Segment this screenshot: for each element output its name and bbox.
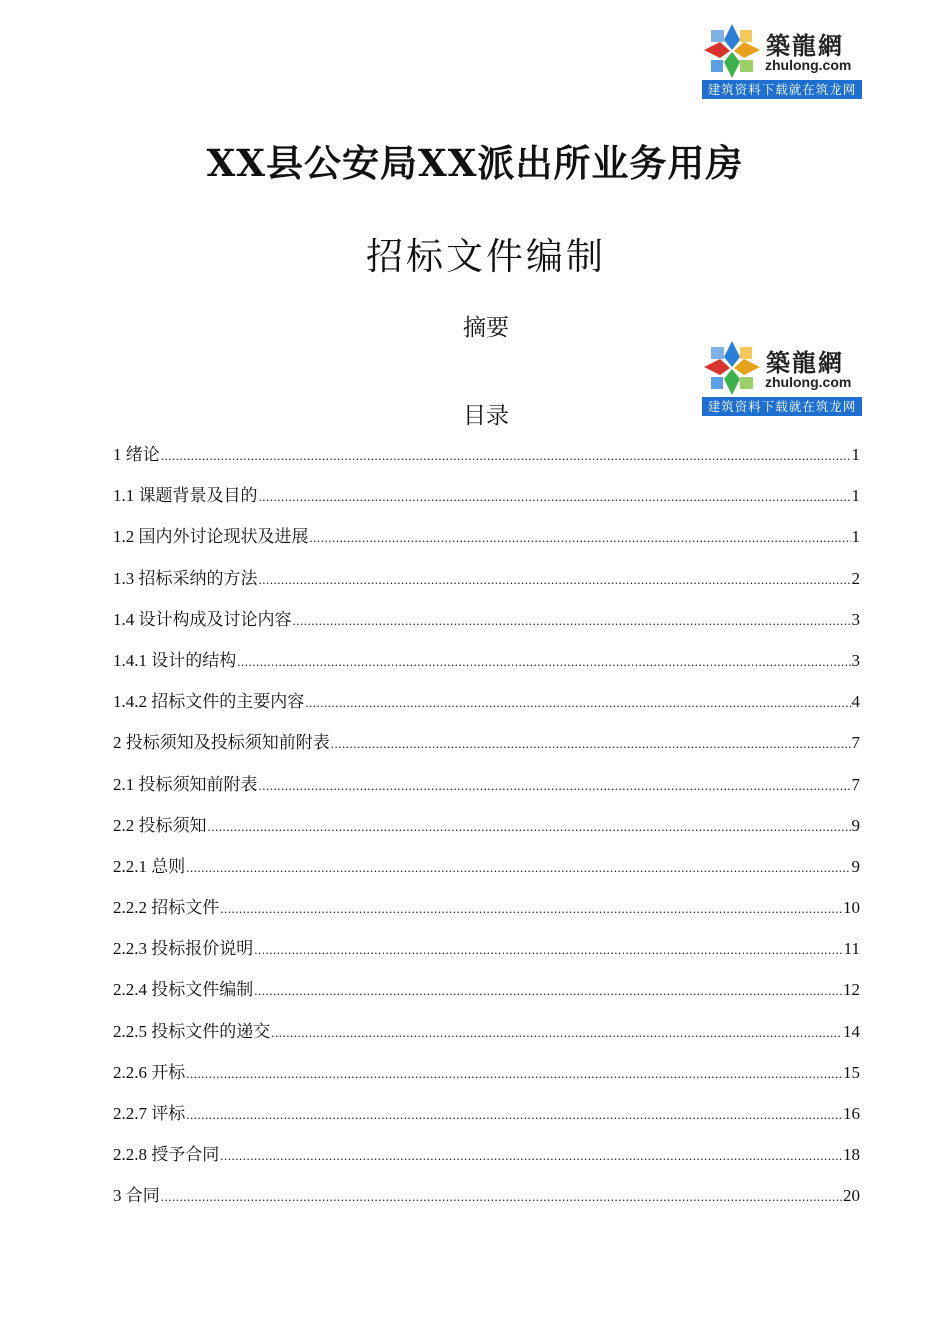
toc-entry-page: 11 [843, 939, 860, 959]
toc-entry-title: 1.4.2 招标文件的主要内容 [113, 692, 305, 712]
abstract-heading: 摘要 [463, 315, 509, 341]
toc-entry-title: 2.2.7 评标 [113, 1104, 186, 1123]
toc-leader [186, 1066, 842, 1082]
toc-entry-page: 9 [851, 815, 860, 835]
toc-entry[interactable] [113, 728, 860, 769]
toc-entry-title: 3 合同 [113, 1186, 160, 1206]
logo-slogan: 建筑资料下载就在筑龙网 [702, 397, 862, 416]
toc-leader [259, 778, 851, 794]
toc-entry-page: 1 [851, 486, 860, 506]
toc-entry-title: 2.2.3 投标报价说明 [113, 939, 254, 959]
toc-leader [220, 901, 842, 917]
toc-entry[interactable] [113, 1017, 860, 1058]
toc-entry[interactable] [113, 522, 860, 563]
toc-leader [259, 489, 851, 505]
toc-entry-page: 18 [843, 1145, 860, 1165]
pinwheel-icon [702, 339, 762, 397]
toc-leader [254, 983, 842, 999]
toc-leader [271, 1025, 842, 1041]
toc-entry-title: 2.2.4 投标文件编制 [113, 980, 254, 1000]
toc-leader [186, 1107, 842, 1123]
toc-entry[interactable] [113, 893, 860, 934]
zhulong-logo-top [702, 22, 862, 100]
toc-entry-page: 4 [851, 692, 860, 712]
document-title: XX县公安局XX派出所业务用房 [206, 141, 744, 185]
toc-entry[interactable] [113, 1181, 860, 1222]
toc-entry[interactable] [113, 646, 860, 687]
logo-domain: zhulong.com [765, 57, 852, 73]
toc-entry-title: 1.4 设计构成及讨论内容 [113, 609, 292, 629]
toc-entry-page: 7 [851, 774, 860, 794]
toc-entry[interactable] [113, 1099, 860, 1140]
toc-entry-title: 2.2.6 开标 [113, 1062, 186, 1082]
logo-slogan: 建筑资料下载就在筑龙网 [702, 80, 862, 99]
toc-entry-title: 2.1 投标须知前附表 [113, 774, 258, 794]
toc-entry-page: 9 [851, 856, 860, 876]
toc-entry[interactable] [113, 440, 860, 481]
toc-entry-title: 1.1 课题背景及目的 [113, 486, 258, 506]
toc-entry-page: 3 [851, 609, 860, 629]
toc-leader [186, 860, 850, 876]
table-of-contents [113, 440, 860, 1223]
toc-leader [305, 695, 850, 711]
toc-entry[interactable] [113, 481, 860, 522]
toc-entry[interactable] [113, 975, 860, 1016]
toc-entry-page: 10 [843, 898, 860, 918]
toc-entry-page: 15 [843, 1062, 860, 1082]
toc-entry[interactable] [113, 852, 860, 893]
toc-entry-page: 1 [851, 527, 860, 547]
toc-entry[interactable] [113, 605, 860, 646]
toc-leader [161, 448, 851, 464]
toc-entry[interactable] [113, 1140, 860, 1181]
toc-entry-title: 1.4.1 设计的结构 [113, 650, 237, 670]
toc-entry-page: 14 [843, 1021, 860, 1041]
toc-entry-page: 3 [851, 650, 860, 670]
toc-entry-title: 2.2 投标须知 [113, 815, 207, 835]
toc-entry-title: 1.3 招标采纳的方法 [113, 568, 258, 588]
toc-leader [237, 654, 850, 670]
logo-name-cn: 築龍網 [766, 348, 844, 377]
logo-name-cn: 築龍網 [766, 31, 844, 60]
toc-entry-title: 2.2.5 投标文件的递交 [113, 1021, 271, 1041]
toc-leader [293, 613, 851, 629]
toc-entry[interactable] [113, 811, 860, 852]
toc-leader [208, 819, 851, 835]
toc-entry-title: 2.2.1 总则 [113, 856, 186, 876]
toc-leader [220, 1148, 842, 1164]
toc-entry-title: 2 投标须知及投标须知前附表 [113, 733, 330, 753]
toc-entry[interactable] [113, 934, 860, 975]
toc-entry-page: 16 [843, 1104, 860, 1123]
document-subtitle: 招标文件编制 [366, 235, 606, 278]
toc-entry-title: 1 绪论 [113, 445, 160, 464]
toc-heading: 目录 [463, 403, 509, 429]
toc-entry-page: 12 [843, 980, 860, 1000]
toc-leader [161, 1189, 842, 1205]
toc-leader [254, 942, 842, 958]
toc-entry-page: 20 [843, 1186, 860, 1206]
toc-entry-page: 1 [851, 445, 860, 464]
logo-domain: zhulong.com [765, 374, 852, 390]
toc-entry[interactable] [113, 687, 860, 728]
toc-entry-page: 2 [851, 568, 860, 588]
toc-leader [259, 572, 851, 588]
toc-entry[interactable] [113, 1058, 860, 1099]
toc-entry-title: 1.2 国内外讨论现状及进展 [113, 527, 309, 547]
toc-entry-page: 7 [851, 733, 860, 753]
toc-leader [331, 736, 851, 752]
pinwheel-icon [702, 22, 762, 80]
toc-entry[interactable] [113, 564, 860, 605]
toc-entry[interactable] [113, 770, 860, 811]
toc-leader [310, 530, 851, 546]
toc-entry-title: 2.2.8 授予合同 [113, 1145, 220, 1165]
toc-entry-title: 2.2.2 招标文件 [113, 898, 220, 918]
